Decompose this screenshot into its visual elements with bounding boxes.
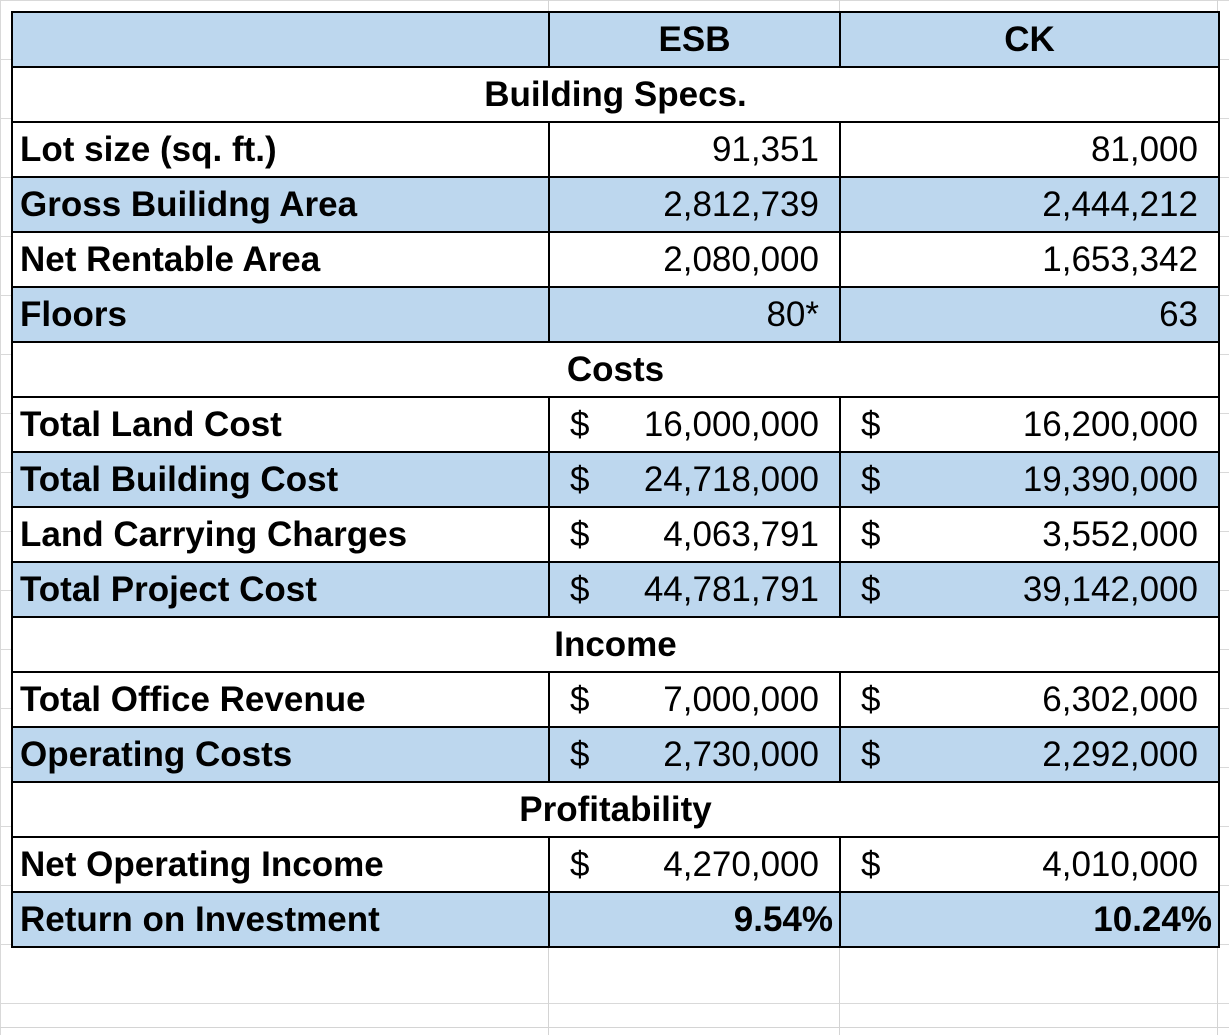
row-label[interactable]: Lot size (sq. ft.) [12,122,549,177]
esb-value[interactable] [549,397,840,452]
amount: 19,390,000 [1022,460,1198,499]
section-row [12,342,1219,397]
table-row [12,122,1219,177]
currency-symbol: $ [570,680,590,719]
amount: 39,142,000 [1022,570,1198,609]
currency-symbol: $ [861,735,881,774]
amount: 44,781,791 [643,570,819,609]
section-profitability[interactable]: Profitability [12,782,1219,837]
currency-symbol: $ [861,845,881,884]
table-row [12,232,1219,287]
table-row [12,672,1219,727]
currency-symbol: $ [570,460,590,499]
section-costs[interactable]: Costs [12,342,1219,397]
row-label[interactable]: Net Rentable Area [12,232,549,287]
currency-symbol: $ [861,460,881,499]
table-row [12,507,1219,562]
row-label[interactable]: Gross Builidng Area [12,177,549,232]
comparison-table [11,11,1220,948]
currency-symbol: $ [570,405,590,444]
esb-value[interactable]: 91,351 [549,122,840,177]
row-label[interactable]: Floors [12,287,549,342]
esb-value[interactable] [549,672,840,727]
currency-symbol: $ [570,845,590,884]
ck-value[interactable]: 63 [840,287,1219,342]
amount: 6,302,000 [1042,680,1198,719]
currency-symbol: $ [570,515,590,554]
amount: 4,063,791 [663,515,819,554]
esb-value[interactable] [549,562,840,617]
row-label[interactable]: Total Land Cost [12,397,549,452]
esb-value[interactable]: 80* [549,287,840,342]
ck-value[interactable] [840,672,1219,727]
ck-value[interactable] [840,727,1219,782]
amount: 16,200,000 [1022,405,1198,444]
esb-value[interactable] [549,507,840,562]
amount: 4,010,000 [1042,845,1198,884]
table-row [12,287,1219,342]
section-income[interactable]: Income [12,617,1219,672]
row-label[interactable]: Return on Investment [12,892,549,947]
ck-value[interactable] [840,837,1219,892]
ck-value[interactable] [840,507,1219,562]
gridline [0,1027,1229,1028]
amount: 2,730,000 [663,735,819,774]
amount: 24,718,000 [643,460,819,499]
row-label[interactable]: Net Operating Income [12,837,549,892]
row-label[interactable]: Total Building Cost [12,452,549,507]
amount: 4,270,000 [663,845,819,884]
ck-value[interactable] [840,397,1219,452]
table-row [12,837,1219,892]
esb-value[interactable] [549,727,840,782]
currency-symbol: $ [861,680,881,719]
ck-value[interactable]: 10.24% [840,892,1219,947]
table-row [12,177,1219,232]
ck-value[interactable] [840,562,1219,617]
table-row [12,727,1219,782]
currency-symbol: $ [861,570,881,609]
ck-value[interactable]: 81,000 [840,122,1219,177]
section-row [12,67,1219,122]
table-row [12,892,1219,947]
ck-value[interactable]: 2,444,212 [840,177,1219,232]
section-row [12,617,1219,672]
currency-symbol: $ [861,515,881,554]
header-row [12,12,1219,67]
row-label[interactable]: Land Carrying Charges [12,507,549,562]
esb-value[interactable] [549,837,840,892]
amount: 7,000,000 [663,680,819,719]
row-label[interactable]: Operating Costs [12,727,549,782]
ck-value[interactable]: 1,653,342 [840,232,1219,287]
amount: 2,292,000 [1042,735,1198,774]
currency-symbol: $ [570,735,590,774]
table-row [12,562,1219,617]
esb-value[interactable]: 2,080,000 [549,232,840,287]
header-ck[interactable]: CK [840,12,1219,67]
row-label[interactable]: Total Project Cost [12,562,549,617]
esb-value[interactable]: 9.54% [549,892,840,947]
amount: 16,000,000 [643,405,819,444]
section-row [12,782,1219,837]
header-esb[interactable]: ESB [549,12,840,67]
section-building-specs[interactable]: Building Specs. [12,67,1219,122]
header-blank-cell[interactable] [12,12,549,67]
esb-value[interactable]: 2,812,739 [549,177,840,232]
table-row [12,452,1219,507]
row-label[interactable]: Total Office Revenue [12,672,549,727]
table-row [12,397,1219,452]
ck-value[interactable] [840,452,1219,507]
currency-symbol: $ [570,570,590,609]
currency-symbol: $ [861,405,881,444]
esb-value[interactable] [549,452,840,507]
amount: 3,552,000 [1042,515,1198,554]
